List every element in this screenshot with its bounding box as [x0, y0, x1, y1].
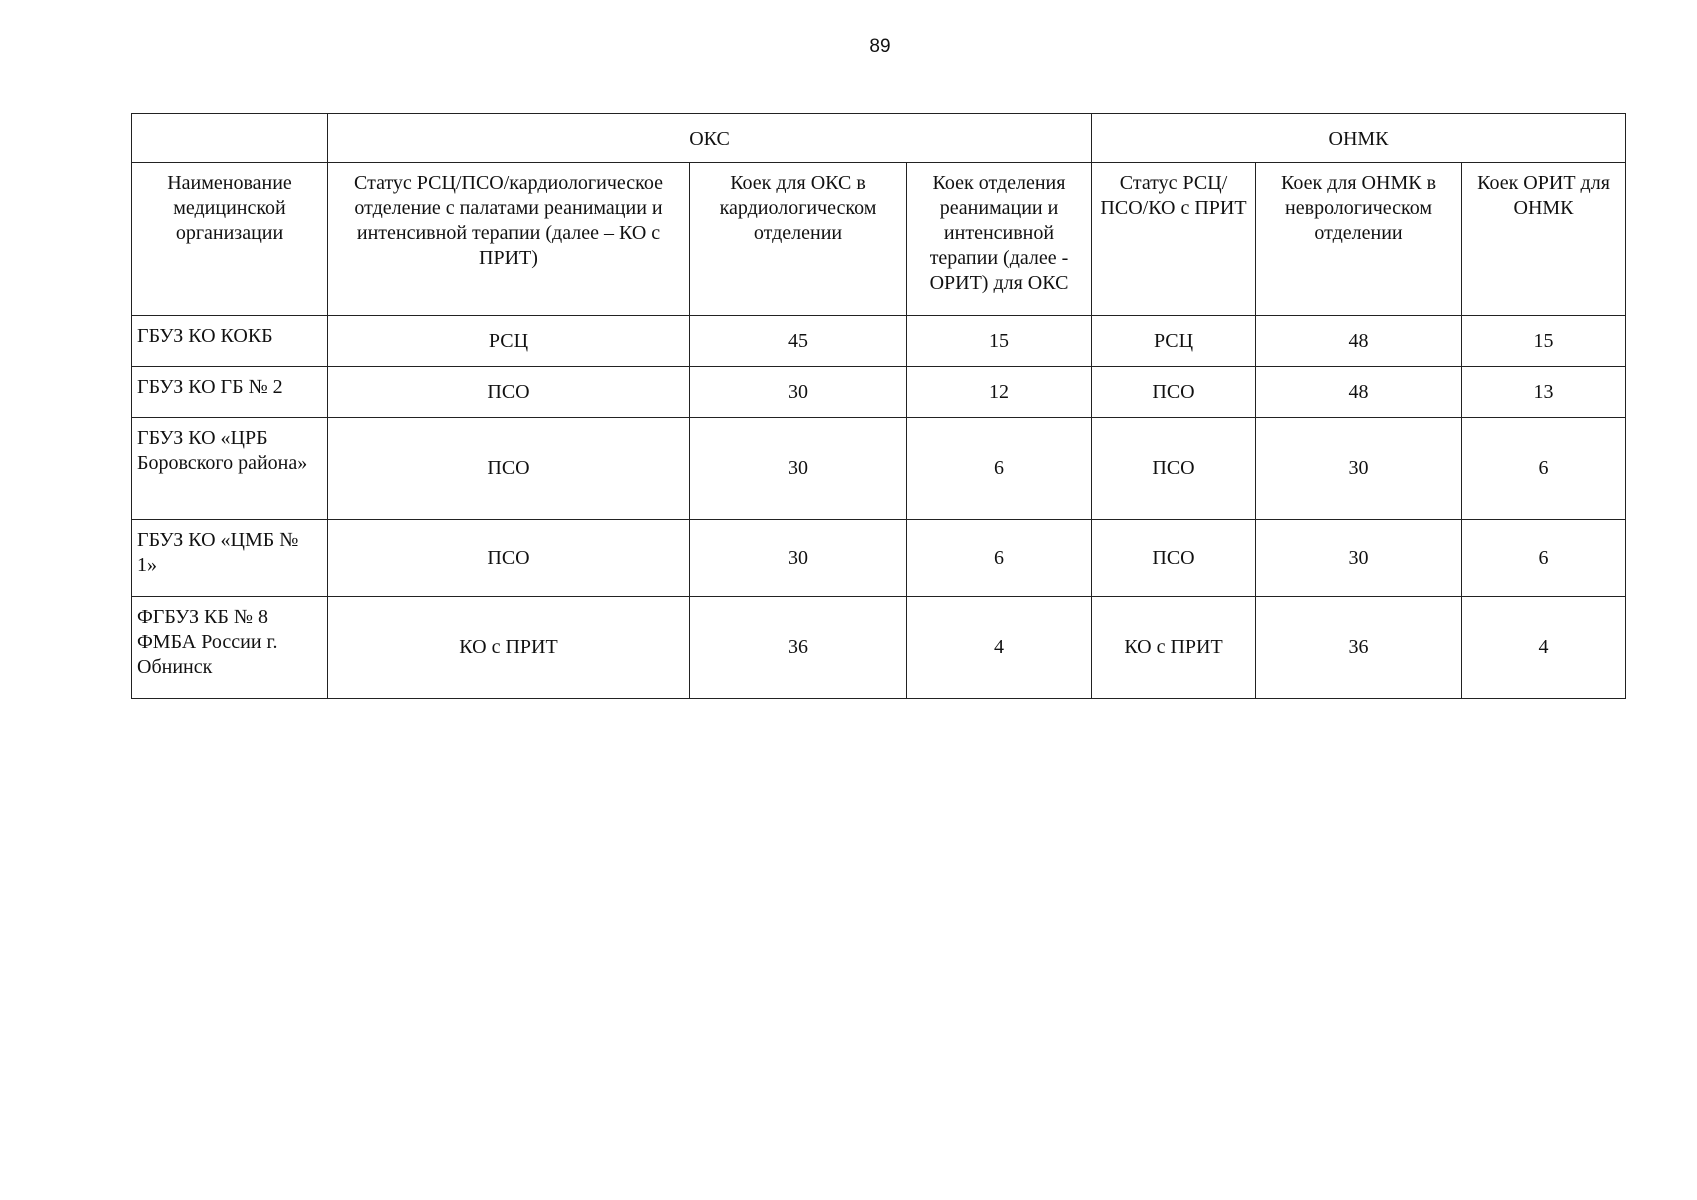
cell-oks-status: КО с ПРИТ: [328, 597, 690, 699]
column-header-onmk-status: Статус РСЦ/ПСО/КО с ПРИТ: [1092, 163, 1256, 316]
cell-oks-cardio-beds: 45: [690, 316, 907, 367]
group-header-onmk: ОНМК: [1092, 114, 1626, 163]
page-number: 89: [869, 36, 891, 57]
cell-oks-status: ПСО: [328, 418, 690, 520]
cell-oks-icu-beds: 6: [907, 520, 1092, 597]
cell-oks-cardio-beds: 30: [690, 418, 907, 520]
table-row: [132, 597, 1626, 699]
cell-organization: ГБУЗ КО ГБ № 2: [132, 367, 328, 418]
cell-oks-status: ПСО: [328, 520, 690, 597]
cell-onmk-status: КО с ПРИТ: [1092, 597, 1256, 699]
cell-onmk-icu-beds: 4: [1462, 597, 1626, 699]
cell-oks-status: РСЦ: [328, 316, 690, 367]
cell-onmk-neuro-beds: 48: [1256, 316, 1462, 367]
cell-onmk-icu-beds: 6: [1462, 520, 1626, 597]
cell-oks-cardio-beds: 30: [690, 520, 907, 597]
cell-onmk-status: ПСО: [1092, 418, 1256, 520]
column-header-oks-status: Статус РСЦ/ПСО/кардиологическое отделение с палатами реанимации и интенсивной терапии (далее – КО с ПРИТ): [328, 163, 690, 316]
cell-onmk-neuro-beds: 30: [1256, 520, 1462, 597]
cell-onmk-neuro-beds: 30: [1256, 418, 1462, 520]
cell-organization: ГБУЗ КО «ЦМБ № 1»: [132, 520, 328, 597]
cell-oks-icu-beds: 12: [907, 367, 1092, 418]
cell-oks-status: ПСО: [328, 367, 690, 418]
column-header-row: [132, 163, 1626, 316]
cell-onmk-status: РСЦ: [1092, 316, 1256, 367]
group-header-empty: [132, 114, 328, 163]
cell-onmk-icu-beds: 13: [1462, 367, 1626, 418]
cell-oks-cardio-beds: 36: [690, 597, 907, 699]
table-row: [132, 316, 1626, 367]
column-header-oks-icu-beds: Коек отделения реанимации и интенсивной терапии (далее - ОРИТ) для ОКС: [907, 163, 1092, 316]
table-row: [132, 520, 1626, 597]
cell-onmk-icu-beds: 15: [1462, 316, 1626, 367]
cell-oks-cardio-beds: 30: [690, 367, 907, 418]
column-header-oks-cardio-beds: Коек для ОКС в кардиологическом отделении: [690, 163, 907, 316]
column-header-organization: Наименование медицинской организации: [132, 163, 328, 316]
table-row: [132, 367, 1626, 418]
column-header-onmk-icu-beds: Коек ОРИТ для ОНМК: [1462, 163, 1626, 316]
cell-onmk-neuro-beds: 36: [1256, 597, 1462, 699]
cell-oks-icu-beds: 15: [907, 316, 1092, 367]
cell-onmk-status: ПСО: [1092, 367, 1256, 418]
cell-organization: ГБУЗ КО «ЦРБ Боровского района»: [132, 418, 328, 520]
cell-organization: ФГБУЗ КБ № 8 ФМБА России г. Обнинск: [132, 597, 328, 699]
table-row: [132, 418, 1626, 520]
group-header-row: [132, 114, 1626, 163]
group-header-oks: ОКС: [328, 114, 1092, 163]
cell-onmk-icu-beds: 6: [1462, 418, 1626, 520]
cell-onmk-neuro-beds: 48: [1256, 367, 1462, 418]
cell-oks-icu-beds: 4: [907, 597, 1092, 699]
column-header-onmk-neuro-beds: Коек для ОНМК в неврологическом отделении: [1256, 163, 1462, 316]
cell-onmk-status: ПСО: [1092, 520, 1256, 597]
facilities-table: [131, 113, 1626, 699]
cell-organization: ГБУЗ КО КОКБ: [132, 316, 328, 367]
cell-oks-icu-beds: 6: [907, 418, 1092, 520]
